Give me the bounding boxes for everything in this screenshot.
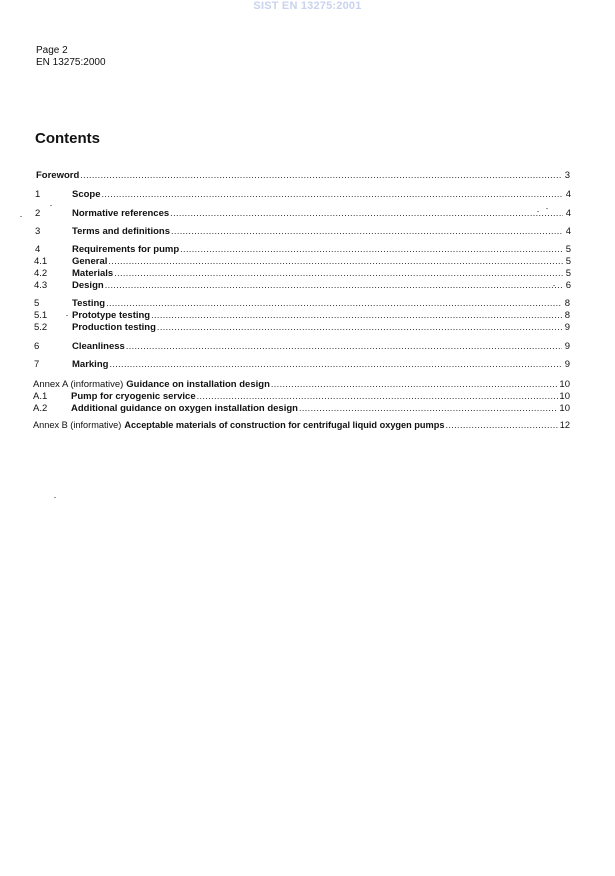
leader-dots [80, 169, 562, 181]
toc-entry-general[interactable] [34, 255, 571, 267]
toc-entry-page: 8 [564, 310, 570, 321]
toc-entry-page: 10 [559, 379, 570, 390]
leader-dots [151, 309, 562, 321]
scan-speck [537, 211, 539, 212]
leader-dots [114, 267, 563, 279]
annex-prefix: Annex B (informative) [33, 420, 122, 430]
toc-entry-number: 4.1 [34, 256, 48, 267]
leader-dots [109, 358, 562, 370]
toc-entry-label: Foreword [36, 170, 80, 181]
toc-entry-label: Acceptable materials of construction for centrifugal liquid oxygen pumps [124, 420, 445, 430]
annex-prefix: Annex A (informative) [33, 379, 124, 390]
toc-entry-materials[interactable] [34, 267, 571, 279]
leader-dots [157, 321, 562, 333]
contents-title: Contents [35, 130, 100, 147]
toc-entry-page: 10 [559, 391, 570, 402]
toc-entry-label: Materials [72, 268, 114, 279]
toc-entry-normative-references[interactable] [35, 207, 571, 219]
toc-entry-page: 3 [564, 170, 570, 181]
toc-entry-design[interactable] [34, 279, 571, 291]
leader-dots [445, 419, 558, 431]
toc-entry-number: 4.2 [34, 268, 48, 279]
toc-entry-number: A.1 [33, 391, 48, 402]
toc-entry-a2[interactable] [33, 402, 570, 414]
toc-entry-number: 4.3 [34, 280, 48, 291]
toc-entry-foreword[interactable] [36, 169, 570, 181]
scan-speck [66, 315, 68, 316]
toc-entry-number: 3 [35, 226, 41, 237]
toc-entry-number: 7 [34, 359, 40, 370]
leader-dots [180, 243, 563, 255]
toc-entry-label: Additional guidance on oxygen installation design [71, 403, 298, 414]
standard-number: EN 13275:2000 [36, 57, 106, 68]
toc-entry-number: A.2 [33, 403, 48, 414]
scan-speck [50, 205, 52, 206]
toc-entry-page: 9 [564, 359, 570, 370]
toc-entry-number: 5.1 [34, 310, 48, 321]
toc-entry-cleanliness[interactable] [34, 340, 570, 352]
toc-entry-requirements[interactable] [35, 243, 571, 255]
toc-entry-page: 5 [565, 244, 571, 255]
toc-entry-number: 4 [35, 244, 41, 255]
scan-speck [546, 208, 548, 209]
leader-dots [170, 207, 563, 219]
toc-entry-page: 5 [565, 268, 571, 279]
leader-dots [105, 279, 563, 291]
leader-dots [126, 340, 562, 352]
toc-entry-annex-b[interactable] [33, 419, 570, 431]
toc-entry-marking[interactable] [34, 358, 570, 370]
toc-entry-label: Cleanliness [72, 341, 125, 352]
watermark: SIST EN 13275:2001 [253, 0, 362, 12]
toc-entry-label: Production testing [72, 322, 156, 333]
toc-entry-number: 5.2 [34, 322, 48, 333]
scan-speck [54, 497, 56, 498]
toc-entry-label: Prototype testing [72, 310, 151, 321]
toc-entry-page: 12 [559, 420, 570, 430]
toc-entry-page: 9 [564, 322, 570, 333]
toc-entry-page: 4 [565, 208, 571, 219]
toc-entry-prototype-testing[interactable] [34, 309, 570, 321]
scan-speck [20, 216, 22, 217]
toc-entry-label: General [72, 256, 108, 267]
toc-entry-page: 10 [559, 403, 570, 414]
toc-entry-label: Guidance on installation design [126, 379, 270, 390]
toc-entry-number: 2 [35, 208, 41, 219]
toc-entry-page: 5 [565, 256, 571, 267]
leader-dots [108, 255, 563, 267]
leader-dots [271, 378, 559, 390]
toc-entry-page: 4 [565, 189, 571, 200]
toc-entry-annex-a[interactable] [33, 378, 570, 390]
toc-entry-label: Pump for cryogenic service [71, 391, 196, 402]
toc-entry-terms[interactable] [35, 225, 571, 237]
leader-dots [171, 225, 563, 237]
leader-dots [102, 188, 563, 200]
toc-entry-scope[interactable] [35, 188, 571, 200]
toc-entry-label: Design [72, 280, 104, 291]
toc-entry-label: Testing [72, 298, 106, 309]
toc-entry-label: Normative references [72, 208, 170, 219]
toc-entry-page: 9 [564, 341, 570, 352]
toc-entry-number: 1 [35, 189, 41, 200]
toc-entry-page: 4 [565, 226, 571, 237]
page-header [36, 45, 106, 69]
leader-dots [197, 390, 559, 402]
toc-entry-label: Terms and definitions [72, 226, 171, 237]
toc-entry-number: 6 [34, 341, 40, 352]
toc-entry-page: 6 [565, 280, 571, 291]
toc-entry-a1[interactable] [33, 390, 570, 402]
scan-speck [553, 285, 555, 286]
toc-entry-production-testing[interactable] [34, 321, 570, 333]
toc-entry-page: 8 [564, 298, 570, 309]
toc-entry-label: Scope [72, 189, 101, 200]
toc-entry-label: Requirements for pump [72, 244, 180, 255]
leader-dots [299, 402, 558, 414]
toc-entry-label: Marking [72, 359, 109, 370]
toc-entry-number: 5 [34, 298, 40, 309]
toc-entry-testing[interactable] [34, 297, 570, 309]
leader-dots [106, 297, 562, 309]
page-number: Page 2 [36, 45, 68, 56]
